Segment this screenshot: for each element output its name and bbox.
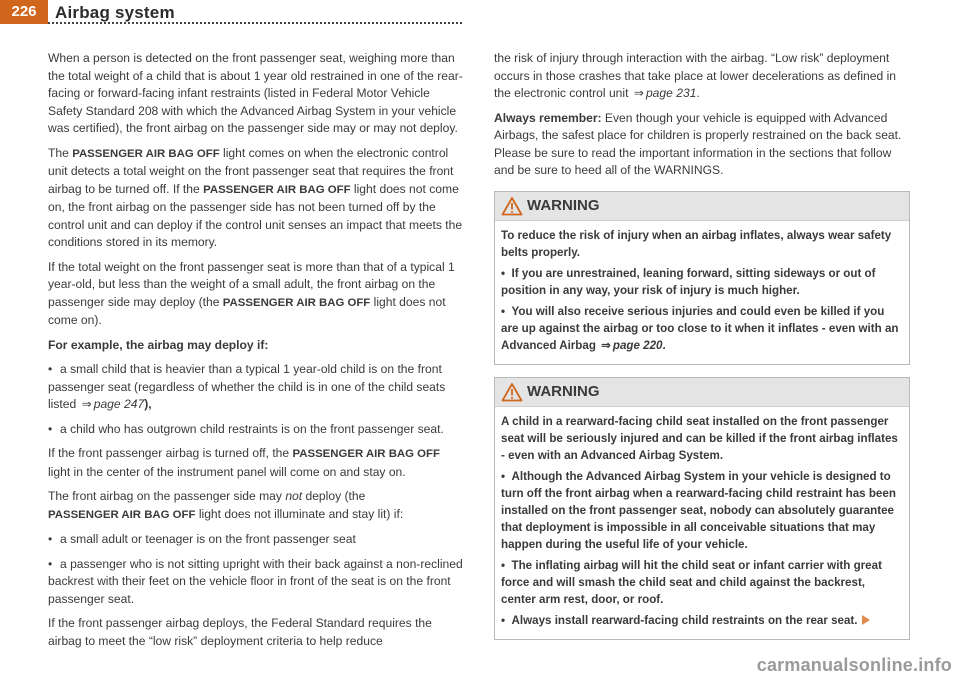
list-item: • a small adult or teenager is on the front passenger seat <box>48 531 464 549</box>
warning-item: • Always install rearward-facing child restraints on the rear seat. <box>501 612 903 629</box>
bullet-icon: • <box>48 362 53 376</box>
warning-title: WARNING <box>527 196 600 214</box>
warning-body <box>495 221 909 364</box>
bullet-icon: • <box>48 421 53 436</box>
paragraph: If the total weight on the front passenger seat is more than that of a typical 1 year-old, but less than the weight of a small adult, the front airbag on the passenger side may deploy (the PASSENGER AIR BAG OFF light does not come on). <box>48 259 455 327</box>
warning-item: • You will also receive serious injuries and could even be killed if you are up against the airbag or too close to it when it inflates - even with an Advanced Airbag ⇒ page 220. <box>501 304 899 352</box>
header-rule <box>48 22 462 24</box>
warning-item: • Although the Advanced Airbag System in your vehicle is designed to turn off the front airbag when a rearward-facing child restraint has been installed on the front passenger seat, nobody can absolutely guarantee that deployment is impossible in all conceivable situations that may happen during the useful life of your vehicle. <box>501 469 896 551</box>
arrow-right-icon: ⇒ <box>81 397 92 411</box>
list-item: • a small child that is heavier than a typical 1 year-old child is on the front passenger seat (regardless of whether the child is in one of the child seats listed ⇒ page 247), <box>48 361 464 414</box>
page-header <box>0 0 960 34</box>
page-reference-link[interactable]: page 220 <box>612 338 663 352</box>
paragraph: If the front passenger airbag is turned off, the PASSENGER AIR BAG OFF light in the center of the instrument panel will come on and stay on. <box>48 446 440 479</box>
bullet-icon: • <box>48 532 53 546</box>
bullet-icon: • <box>501 304 512 318</box>
right-column <box>494 50 910 652</box>
paragraph: If the front passenger airbag deploys, the Federal Standard requires the airbag to meet the “low risk” deployment criteria to help reduce <box>48 616 432 648</box>
page-reference-link[interactable]: page 247 <box>93 397 145 411</box>
bullet-icon: • <box>48 556 53 571</box>
paragraph: Always remember: Even though your vehicle is equipped with Advanced Airbags, the safest place for children is properly restrained on the back seat. Please be sure to read the important information in the sections that follow and be sure to heed all of the WARNINGS. <box>494 110 902 177</box>
warning-body <box>495 407 909 639</box>
bullet-icon: • <box>501 469 512 483</box>
bullet-icon: • <box>501 613 512 627</box>
warning-lead: To reduce the risk of injury when an airbag inflates, always wear safety belts properly. <box>501 228 892 259</box>
warning-box <box>494 191 910 365</box>
arrow-right-icon: ⇒ <box>633 86 644 100</box>
warning-lead: A child in a rearward-facing child seat installed on the front passenger seat will be seriously injured and can be killed if the front airbag inflates - even with an Advanced Airbag System. <box>501 414 898 462</box>
subheading: For example, the airbag may deploy if: <box>48 337 269 352</box>
warning-triangle-icon <box>501 382 523 402</box>
warning-header <box>495 378 909 407</box>
warning-title: WARNING <box>527 382 600 400</box>
page-reference-link[interactable]: page 231 <box>645 86 697 100</box>
continue-arrow-icon <box>862 615 870 625</box>
list-item: • a passenger who is not sitting upright with their back against a non-reclined backrest with their feet on the vehicle floor in front of the seat is on the front passenger seat. <box>48 556 463 606</box>
warning-box <box>494 377 910 640</box>
warning-triangle-icon <box>501 196 523 216</box>
warning-item: • If you are unrestrained, leaning forward, sitting sideways or out of position in any way, your risk of injury is much higher. <box>501 266 876 297</box>
paragraph: When a person is detected on the front passenger seat, weighing more than the total weight of a child that is about 1 year old restrained in one of the rear-facing or forward-facing infant restraints (listed in Federal Motor Vehicle Safety Standard 208 with which the Advanced Airbag System in your vehicle was certified), the front airbag on the passenger side may or may not deploy. <box>48 51 463 135</box>
bullet-icon: • <box>501 266 512 280</box>
bullet-icon: • <box>501 558 512 572</box>
left-column <box>48 50 464 657</box>
paragraph: The PASSENGER AIR BAG OFF light comes on when the electronic control unit detects a total weight on the front passenger seat that requires the front airbag to be turned off. If the PASSENGER AIR BAG OFF light does not come on, the front airbag on the passenger side has not been turned off by the control unit and can deploy if the control unit senses an impact that meets the conditions stored in its memory. <box>48 145 463 249</box>
list-item: • a child who has outgrown child restraints is on the front passenger seat. <box>48 421 464 439</box>
watermark: carmanualsonline.info <box>756 655 952 675</box>
warning-header <box>495 192 909 221</box>
paragraph: the risk of injury through interaction with the airbag. “Low risk” deployment occurs in those crashes that take place at lower decelerations as defined in the electronic control unit ⇒ page 231. <box>494 50 910 103</box>
page-number: 226 <box>0 0 48 24</box>
arrow-right-icon: ⇒ <box>601 338 611 352</box>
section-title: Airbag system <box>55 3 175 22</box>
warning-item: • The inflating airbag will hit the child seat or infant carrier with great force and will smash the child seat and child against the backrest, center arm rest, door, or roof. <box>501 558 882 606</box>
paragraph: The front airbag on the passenger side may not deploy (the PASSENGER AIR BAG OFF light does not illuminate and stay lit) if: <box>48 489 404 521</box>
